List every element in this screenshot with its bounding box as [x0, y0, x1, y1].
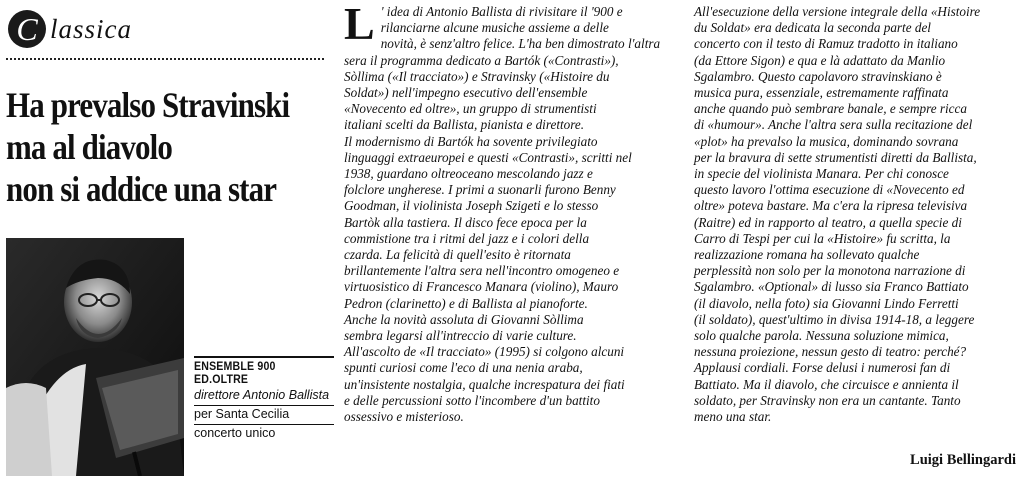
text-line: Pedron (clarinetto) e di Ballista al pianoforte.: [344, 295, 588, 311]
performer-photo-icon: [6, 238, 184, 476]
text-line: ossessivo e misterioso.: [344, 409, 464, 425]
text-line: meno una star.: [694, 409, 772, 425]
text-line: (Raitre) ed in rapporto al teatro, a quella specie di: [694, 214, 962, 230]
text-line: commistione tra i ritmi del jazz e i colori della: [344, 230, 590, 246]
ensemble-name-line: ED.OLTRE: [194, 374, 249, 386]
section-header: [8, 2, 328, 56]
section-title: lassica: [50, 13, 133, 44]
text-line: Anche la novità assoluta di Giovanni Sòllima: [344, 311, 584, 327]
text-line: sembra legarsi all'intreccio di varie culture.: [344, 328, 577, 344]
ensemble-name-line: ENSEMBLE 900: [194, 361, 276, 373]
text-line: in specie del violinista Manara. Per chi conosce: [694, 166, 949, 182]
text-line: rilanciarne alcune musiche assieme a delle: [380, 20, 609, 36]
venue-line: per Santa Cecilia: [194, 406, 334, 425]
article-column-2: [694, 4, 1024, 425]
text-line: Battiato. Ma il diavolo, che circuisce e annienta il: [694, 376, 959, 392]
text-line: virtuosistico di Francesco Manara (violino), Mauro: [344, 279, 619, 295]
text-line: Goodman, il violinista Joseph Szigeti e lo stesso: [344, 198, 599, 214]
text-line: anche quando può sembrare banale, e sempre ricca: [694, 101, 967, 117]
text-line: (da Ettore Sigon) e qua e là adattato da Manlio: [694, 52, 946, 68]
text-line: Applausi cordiali. Forse delusi i numerosi fan di: [694, 360, 951, 376]
text-line: perplessità non solo per la monotona narrazione di: [694, 263, 966, 279]
text-line: Sgalambro. Questo capolavoro stravinskiano è: [694, 68, 942, 84]
text-line: Sgalambro. «Optional» di lusso sia Franco Battiato: [694, 279, 969, 295]
text-line: ' idea di Antonio Ballista di rivisitare il '900 e: [380, 4, 623, 19]
text-line: brillantemente l'altra sera nell'incontro omogeneo e: [344, 263, 620, 279]
concert-line: concerto unico: [194, 426, 276, 440]
text-line: linguaggi extraeuropei e questi «Contrasti», scritti nel: [344, 149, 632, 165]
author-signature: Luigi Bellingardi: [910, 452, 1016, 468]
article-column-1: [344, 0, 682, 425]
drop-cap: L: [344, 0, 375, 49]
section-initial-badge: C: [8, 10, 46, 48]
column-1-text: [344, 0, 682, 425]
text-line: sera il programma dedicato a Bartók («Contrasti»),: [344, 52, 619, 68]
text-line: «plot» ha prevalso la musica, dominando sovrana: [694, 133, 959, 149]
dotted-divider: [6, 58, 324, 60]
headline-line: Ha prevalso Stravinski: [6, 85, 290, 125]
info-top-rule: [194, 356, 334, 358]
text-line: e delle percussioni sotto l'incombere d'un battito: [344, 392, 600, 408]
text-line: czarda. La felicità di quell'esito è ritornata: [344, 247, 571, 263]
ensemble-name: [194, 361, 323, 387]
headline: [6, 84, 290, 210]
text-line: du Soldat» era dedicata la seconda parte del: [694, 20, 931, 36]
text-line: oltre» poteva bastare. Ma c'era la ripresa televisiva: [694, 198, 968, 214]
text-line: (il diavolo, nella foto) sia Giovanni Lindo Ferretti: [694, 295, 959, 311]
text-line: Soldat») nell'impegno esecutivo dell'ensemble: [344, 85, 588, 101]
text-line: spunti curiosi come l'eco di una nenia araba,: [344, 360, 583, 376]
text-line: Sòllima («Il tracciato») e Stravinsky («Histoire du: [344, 68, 610, 84]
text-line: un'insistente nostalgia, qualche increspatura dei fiati: [344, 376, 625, 392]
text-line: di «humour». Anche l'altra sera sulla recitazione del: [694, 117, 973, 133]
column-2-text: [694, 4, 1024, 425]
headline-line: ma al diavolo: [6, 127, 172, 167]
concert-info-box: [194, 356, 334, 443]
text-line: Il modernismo di Bartók ha sovente privilegiato: [344, 133, 598, 149]
text-line: Bartòk alla tastiera. Il disco fece epoca per la: [344, 214, 587, 230]
text-line: solo qualche parola. Nessuna soluzione mimica,: [694, 328, 949, 344]
text-line: realizzazione romana ha sollevato qualche: [694, 247, 920, 263]
director-line: direttore Antonio Ballista: [194, 387, 334, 406]
text-line: soldato, per Stravinsky non era un cantante. Tanto: [694, 392, 961, 408]
text-line: All'ascolto de «Il tracciato» (1995) si colgono alcuni: [344, 344, 625, 360]
text-line: Carro di Tespi per cui la «Histoire» fu scritta, la: [694, 230, 951, 246]
text-line: 1938, guardano oltreoceano mescolando jazz e: [344, 166, 593, 182]
text-line: concerto con il testo di Ramuz tradotto in italiano: [694, 36, 958, 52]
article-photo: [6, 238, 184, 476]
text-line: (il soldato), quest'ultimo in divisa 1914-18, a leggere: [694, 311, 975, 327]
text-line: nessuna proiezione, nessun gesto di teatro: perché?: [694, 344, 967, 360]
text-line: folclore ungherese. I primi a suonarli furono Benny: [344, 182, 616, 198]
text-line: musica pura, essenziale, estremamente raffinata: [694, 85, 949, 101]
left-column: [0, 0, 338, 480]
text-line: questo lavoro l'ottima esecuzione di «Novecento ed: [694, 182, 965, 198]
text-line: All'esecuzione della versione integrale della «Histoire: [694, 4, 981, 19]
text-line: novità, è senz'altro felice. L'ha ben dimostrato l'altra: [380, 36, 661, 52]
headline-line: non si addice una star: [6, 169, 277, 209]
text-line: «Novecento ed oltre», un gruppo di strumentisti: [344, 101, 597, 117]
text-line: per la bravura di sette strumentisti diretti da Ballista,: [694, 149, 977, 165]
text-line: italiani scelti da Ballista, pianista e direttore.: [344, 117, 585, 133]
